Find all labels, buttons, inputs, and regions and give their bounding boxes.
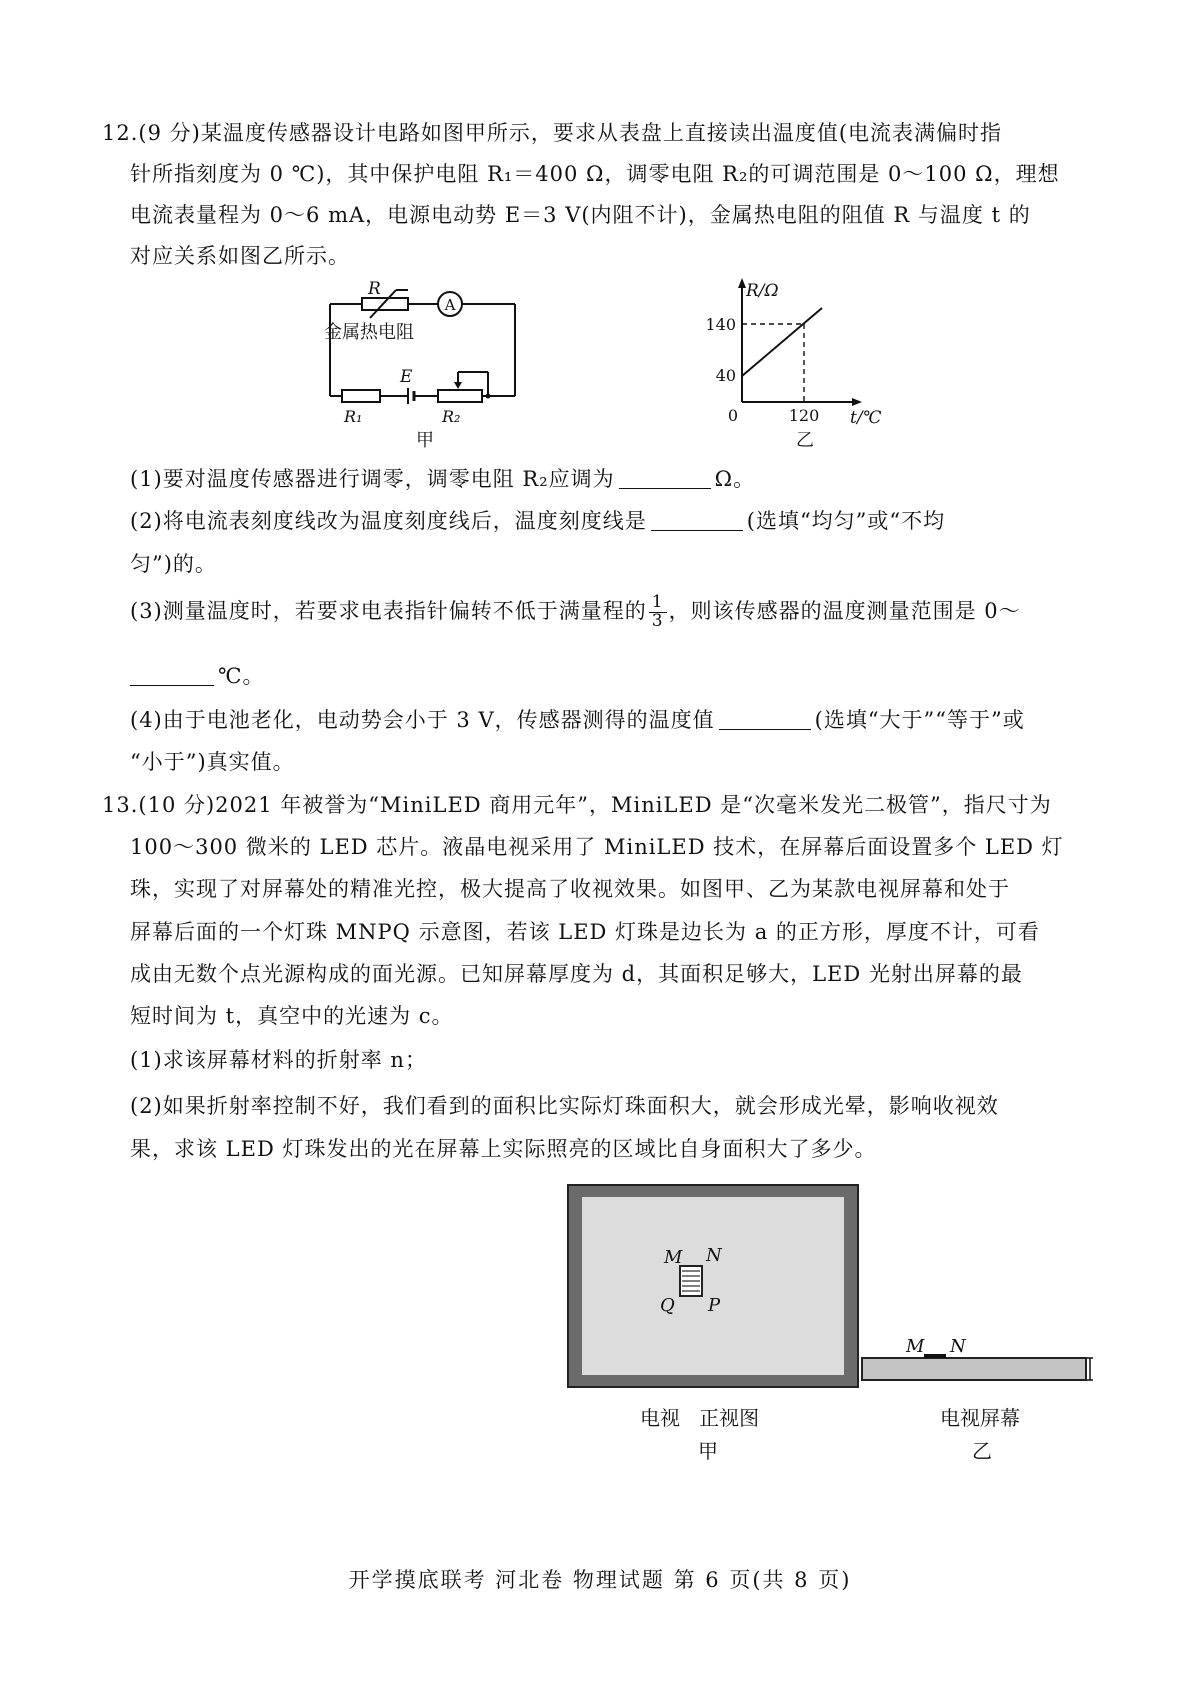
q13-line-2: 100～300 微米的 LED 芯片。液晶电视采用了 MiniLED 技术，在屏幕后面设置多个 LED 灯 — [130, 835, 1064, 859]
caption-tv-view: 电视 正视图 — [640, 1406, 760, 1430]
q12-sub1: (1)要对温度传感器进行调零，调零电阻 R₂应调为 Ω。 — [130, 467, 756, 491]
side-label-n: N — [950, 1336, 966, 1357]
x-axis-label: t/℃ — [850, 408, 882, 428]
caption-yi-screen: 乙 — [972, 1439, 992, 1463]
x-tick-120: 120 — [788, 406, 820, 425]
screen-side-view — [862, 1336, 1096, 1400]
thermistor-symbol — [362, 298, 408, 310]
r-t-graph — [700, 278, 900, 458]
y-tick-40: 40 — [715, 366, 736, 385]
circuit-diagram — [324, 278, 570, 458]
caption-screen: 电视屏幕 — [940, 1406, 1020, 1430]
q12-sub4: (4)由于电池老化，电动势会小于 3 V，传感器测得的温度值 (选填“大于”“等于”或 — [130, 708, 1025, 732]
q13-sub1: (1)求该屏幕材料的折射率 n； — [130, 1048, 427, 1072]
label-e: E — [400, 367, 413, 387]
q12-line-3: 电流表量程为 0～6 mA，电源电动势 E＝3 V(内阻不计)，金属热电阻的阻值 R 与温度 t 的 — [130, 203, 1031, 227]
q12-sub3-cont: ℃。 — [130, 660, 265, 690]
answer-blank-2[interactable] — [651, 509, 743, 531]
y-tick-140: 140 — [705, 315, 736, 334]
origin-label: 0 — [727, 406, 738, 425]
q12-sub3: (3)测量温度时，若要求电表指针偏转不低于满量程的 $\frac{1}{3}$ ，则该传感器的温度测量范围是 0～ — [130, 592, 1021, 631]
tv-front-view — [568, 1185, 860, 1395]
answer-blank-4[interactable] — [719, 708, 811, 730]
label-thermistor: 金属热电阻 — [324, 322, 414, 343]
q13-line-4: 屏幕后面的一个灯珠 MNPQ 示意图，若该 LED 灯珠是边长为 a 的正方形，厚度不计，可看 — [130, 920, 1040, 944]
q12-line-1: 12.(9 分)某温度传感器设计电路如图甲所示，要求从表盘上直接读出温度值(电流表满偏时指 — [102, 121, 1003, 145]
q12-line-2: 针所指刻度为 0 ℃)，其中保护电阻 R₁＝400 Ω，调零电阻 R₂的可调范围是 0～100 Ω，理想 — [130, 162, 1060, 186]
label-m: M — [664, 1247, 683, 1268]
ammeter-label: A — [444, 296, 456, 314]
label-q: Q — [660, 1295, 675, 1316]
label-r1: R₁ — [344, 407, 363, 426]
label-r2: R₂ — [442, 407, 461, 426]
y-axis-label: R/Ω — [746, 281, 779, 301]
q13-line-3: 珠，实现了对屏幕处的精准光控，极大提高了收视效果。如图甲、乙为某款电视屏幕和处于 — [130, 877, 1010, 901]
r2-symbol — [438, 390, 482, 402]
q13-line-1: 13.(10 分)2021 年被誉为“MiniLED 商用元年”，MiniLED 是“次毫米发光二极管”，指尺寸为 — [102, 793, 1052, 817]
caption-yi-graph: 乙 — [796, 430, 814, 451]
label-n: N — [706, 1245, 722, 1266]
caption-jia-tv: 甲 — [698, 1439, 718, 1463]
q13-sub2-cont: 果，求该 LED 灯珠发出的光在屏幕上实际照亮的区域比自身面积大了多少。 — [130, 1137, 877, 1161]
q13-line-5: 成由无数个点光源构成的面光源。已知屏幕厚度为 d，其面积足够大，LED 光射出屏幕的最 — [130, 962, 1023, 986]
caption-jia-circuit: 甲 — [416, 430, 434, 451]
page-footer: 开学摸底联考 河北卷 物理试题 第 6 页(共 8 页) — [348, 1568, 852, 1592]
answer-blank-3[interactable] — [130, 664, 214, 686]
q12-line-4: 对应关系如图乙所示。 — [130, 244, 350, 268]
label-r: R — [368, 279, 381, 299]
q12-sub2: (2)将电流表刻度线改为温度刻度线后，温度刻度线是 (选填“均匀”或“不均 — [130, 509, 946, 533]
answer-blank-1[interactable] — [619, 467, 711, 489]
q12-sub4-cont: “小于”)真实值。 — [130, 750, 295, 774]
screen-slab — [862, 1358, 1086, 1380]
q13-line-6: 短时间为 t，真空中的光速为 c。 — [130, 1004, 454, 1028]
fraction-one-third: $\frac{1}{3}$ — [649, 594, 667, 631]
label-p: P — [708, 1295, 721, 1316]
side-label-m: M — [906, 1336, 925, 1357]
r-t-line — [742, 308, 822, 376]
q13-sub2: (2)如果折射率控制不好，我们看到的面积比实际灯珠面积大，就会形成光晕，影响收视效 — [130, 1094, 999, 1118]
tv-screen-area — [582, 1197, 844, 1375]
q12-sub2-cont: 匀”)的。 — [130, 552, 217, 576]
r1-symbol — [342, 390, 380, 402]
